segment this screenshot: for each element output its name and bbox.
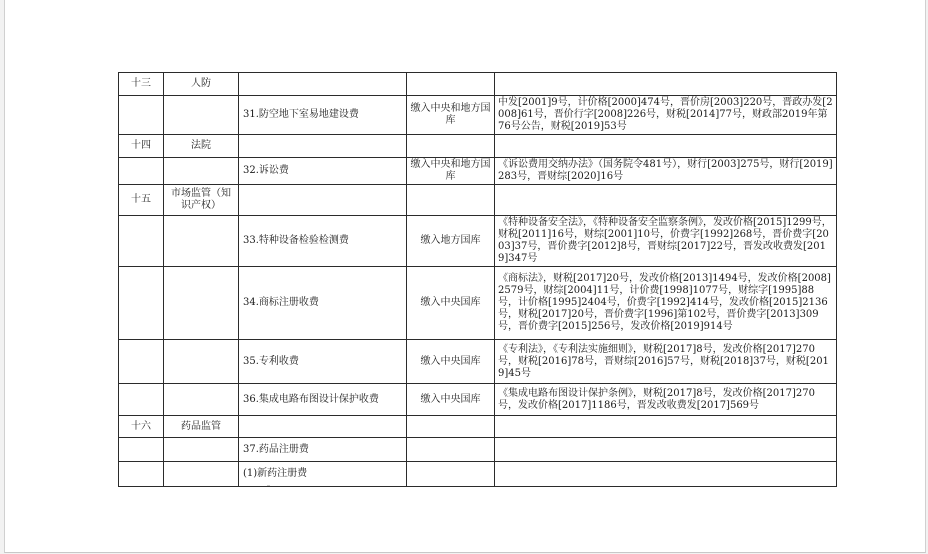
table-row (119, 267, 837, 340)
department-cell: 药品监管 (164, 416, 239, 438)
fee-item-cell: 36.集成电路布图设计保护收费 (239, 384, 407, 416)
fee-item-cell (239, 135, 407, 158)
row-number (119, 267, 164, 340)
destination-cell: 缴入中央国库 (407, 384, 495, 416)
fee-item-cell (239, 416, 407, 438)
destination-cell (407, 438, 495, 462)
destination-cell: 缴入中央国库 (407, 267, 495, 340)
department-cell: 人防 (164, 73, 239, 96)
table-row (119, 216, 837, 267)
department-cell (164, 216, 239, 267)
basis-cell: 《专利法》，《专利法实施细则》，财税[2017]8号，发改价格[2017]270号，财税[2016]78号，晋财综[2016]57号，财税[2018]37号，财税[2019]45号 (495, 340, 837, 384)
fee-table (118, 72, 837, 487)
basis-cell (495, 135, 837, 158)
fee-item-cell: 32.诉讼费 (239, 158, 407, 185)
table-row (119, 340, 837, 384)
department-cell (164, 96, 239, 135)
fee-item-cell (239, 185, 407, 216)
row-number: 十三 (119, 73, 164, 96)
department-cell (164, 462, 239, 487)
table-row (119, 416, 837, 438)
table-row (119, 73, 837, 96)
basis-cell (495, 185, 837, 216)
row-number: 十四 (119, 135, 164, 158)
fee-item-cell (239, 73, 407, 96)
destination-cell (407, 416, 495, 438)
destination-cell (407, 462, 495, 487)
department-cell: 法院 (164, 135, 239, 158)
basis-cell (495, 462, 837, 487)
basis-cell: 中发[2001]9号，计价格[2000]474号，晋价房[2003]220号，晋政办发[2008]61号，晋价行字[2008]226号，财税[2014]77号，财政部2019年第76号公告，财税[2019]53号 (495, 96, 837, 135)
basis-cell: 《商标法》，财税[2017]20号，发改价格[2013]1494号，发改价格[2008]2579号，财综[2004]11号，计价费[1998]1077号，财综字[1995]88号，计价格[1995]2404号，价费字[1992]414号，发改价格[2015]2136号，财税[2017]20号，晋价费字[1996]第102号，晋价费字[2013]309号，晋价费字[2015]256号，发改价格[2019]914号 (495, 267, 837, 340)
row-number (119, 462, 164, 487)
row-number: 十五 (119, 185, 164, 216)
fee-item-cell: 37.药品注册费 (239, 438, 407, 462)
basis-cell: 《诉讼费用交纳办法》（国务院令481号），财行[2003]275号，财行[2019]283号，晋财综[2020]16号 (495, 158, 837, 185)
table-row (119, 462, 837, 487)
table-row (119, 96, 837, 135)
document-page (4, 0, 926, 553)
scan-speck (267, 485, 270, 486)
department-cell (164, 384, 239, 416)
destination-cell (407, 185, 495, 216)
basis-cell: 《特种设备安全法》，《特种设备安全监察条例》，发改价格[2015]1299号，财税[2011]16号，财综[2001]10号，价费字[1992]268号，晋价费字[2003]37号，晋价费字[2012]8号，晋财综[2017]22号，晋发改收费发[2019]347号 (495, 216, 837, 267)
fee-item-cell: 34.商标注册收费 (239, 267, 407, 340)
destination-cell: 缴入中央国库 (407, 340, 495, 384)
department-cell (164, 158, 239, 185)
destination-cell (407, 135, 495, 158)
fee-item-cell: 33.特种设备检验检测费 (239, 216, 407, 267)
row-number (119, 158, 164, 185)
destination-cell (407, 73, 495, 96)
department-cell (164, 340, 239, 384)
department-cell: 市场监管（知识产权） (164, 185, 239, 216)
row-number (119, 340, 164, 384)
row-number (119, 216, 164, 267)
table-row (119, 438, 837, 462)
basis-cell: 《集成电路布图设计保护条例》，财税[2017]8号，发改价格[2017]270号，发改价格[2017]1186号，晋发改收费发[2017]569号 (495, 384, 837, 416)
fee-item-cell: (1)新药注册费 (239, 462, 407, 487)
row-number (119, 384, 164, 416)
table-row (119, 384, 837, 416)
department-cell (164, 267, 239, 340)
destination-cell: 缴入中央和地方国库 (407, 158, 495, 185)
department-cell (164, 438, 239, 462)
basis-cell (495, 438, 837, 462)
fee-item-cell: 35.专利收费 (239, 340, 407, 384)
row-number (119, 438, 164, 462)
destination-cell: 缴入地方国库 (407, 216, 495, 267)
table-row (119, 158, 837, 185)
destination-cell: 缴入中央和地方国库 (407, 96, 495, 135)
row-number: 十六 (119, 416, 164, 438)
table-row (119, 135, 837, 158)
table-row (119, 185, 837, 216)
basis-cell (495, 73, 837, 96)
basis-cell (495, 416, 837, 438)
row-number (119, 96, 164, 135)
fee-item-cell: 31.防空地下室易地建设费 (239, 96, 407, 135)
